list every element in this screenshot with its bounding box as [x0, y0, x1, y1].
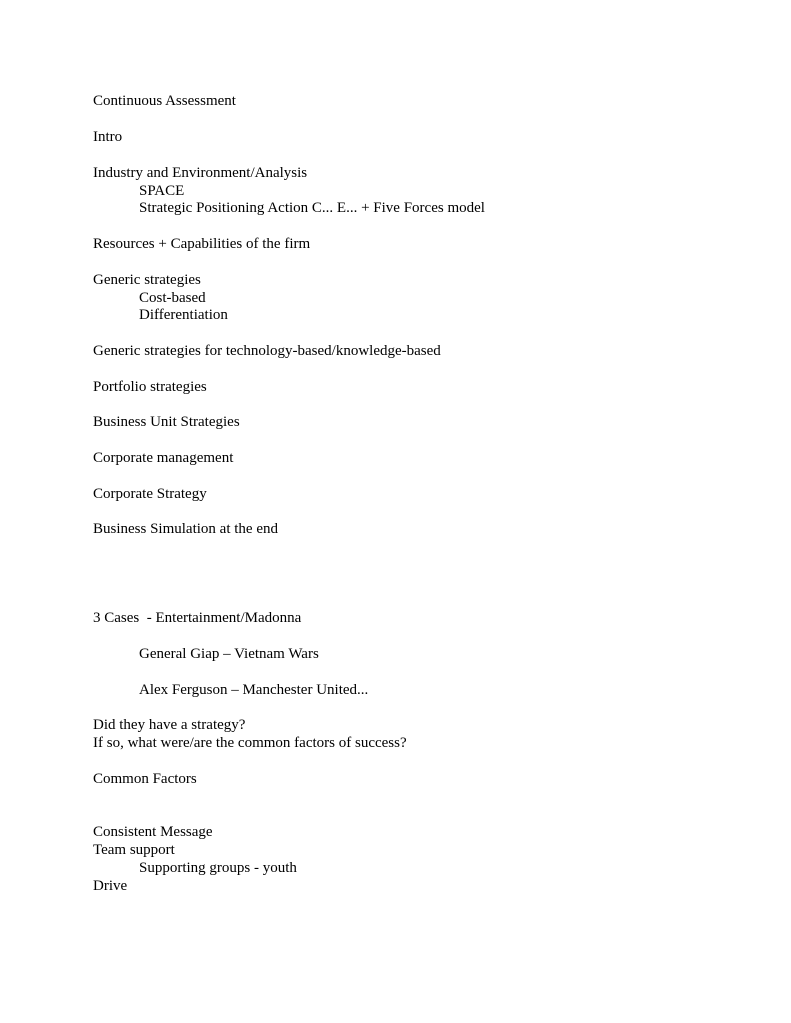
generic-sub-cost: Cost-based	[139, 290, 206, 306]
factor-supporting-groups: Supporting groups - youth	[139, 860, 297, 876]
generic-sub-differentiation: Differentiation	[139, 307, 228, 323]
industry-sub-space: SPACE	[139, 183, 185, 199]
generic-heading: Generic strategies	[93, 272, 201, 288]
portfolio-line: Portfolio strategies	[93, 379, 207, 395]
question-strategy: Did they have a strategy?	[93, 717, 246, 733]
simulation-line: Business Simulation at the end	[93, 521, 278, 537]
case-ferguson: Alex Ferguson – Manchester United...	[139, 682, 369, 698]
factor-team-support: Team support	[93, 842, 175, 858]
document-title: Continuous Assessment	[93, 93, 236, 109]
business-unit-line: Business Unit Strategies	[93, 414, 240, 430]
corporate-strategy-line: Corporate Strategy	[93, 486, 207, 502]
industry-sub-strategic: Strategic Positioning Action C... E... + Five Forces model	[139, 200, 485, 216]
industry-heading: Industry and Environment/Analysis	[93, 165, 308, 181]
corporate-management-line: Corporate management	[93, 450, 234, 466]
intro-line: Intro	[93, 129, 123, 145]
generic-tech-line: Generic strategies for technology-based/knowledge-based	[93, 343, 441, 359]
cases-heading: 3 Cases - Entertainment/Madonna	[93, 610, 302, 626]
resources-line: Resources + Capabilities of the firm	[93, 236, 311, 252]
factor-drive: Drive	[93, 878, 128, 894]
case-giap: General Giap – Vietnam Wars	[139, 646, 319, 662]
common-factors-heading: Common Factors	[93, 771, 197, 787]
factor-consistent-message: Consistent Message	[93, 824, 213, 840]
question-factors: If so, what were/are the common factors of success?	[93, 735, 407, 751]
